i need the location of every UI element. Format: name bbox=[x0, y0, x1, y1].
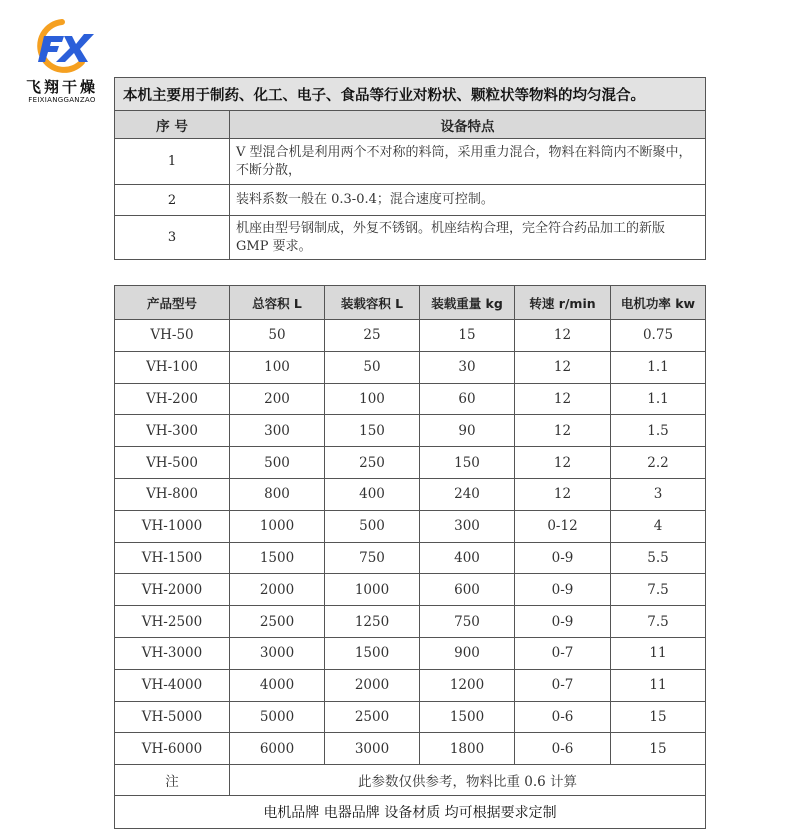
cell-total-volume: 2500 bbox=[230, 606, 325, 638]
cell-load-volume: 1500 bbox=[325, 637, 420, 669]
cell-speed: 12 bbox=[515, 383, 611, 415]
fx-logo-mark-icon bbox=[24, 18, 100, 74]
cell-speed: 0-6 bbox=[515, 733, 611, 765]
feature-no: 2 bbox=[115, 185, 230, 216]
cell-load-volume: 750 bbox=[325, 542, 420, 574]
header-motor-power: 电机功率 kw bbox=[611, 286, 706, 320]
cell-motor-power: 1.1 bbox=[611, 383, 706, 415]
cell-total-volume: 3000 bbox=[230, 637, 325, 669]
cell-load-volume: 2000 bbox=[325, 669, 420, 701]
cell-speed: 0-12 bbox=[515, 510, 611, 542]
cell-motor-power: 7.5 bbox=[611, 606, 706, 638]
cell-load-weight: 60 bbox=[420, 383, 515, 415]
cell-motor-power: 15 bbox=[611, 733, 706, 765]
spec-row bbox=[115, 383, 706, 415]
header-total-volume: 总容积 L bbox=[230, 286, 325, 320]
specs-header-row bbox=[115, 286, 706, 320]
cell-speed: 12 bbox=[515, 447, 611, 479]
cell-motor-power: 4 bbox=[611, 510, 706, 542]
cell-load-volume: 400 bbox=[325, 478, 420, 510]
cell-model: VH-2000 bbox=[115, 574, 230, 606]
logo-english-name: FEIXIANGGANZAO bbox=[28, 96, 96, 104]
cell-motor-power: 5.5 bbox=[611, 542, 706, 574]
features-table bbox=[114, 77, 706, 260]
feature-no: 3 bbox=[115, 216, 230, 260]
spec-row bbox=[115, 542, 706, 574]
spec-row bbox=[115, 733, 706, 765]
cell-model: VH-200 bbox=[115, 383, 230, 415]
cell-speed: 0-9 bbox=[515, 606, 611, 638]
cell-load-weight: 30 bbox=[420, 351, 515, 383]
cell-model: VH-3000 bbox=[115, 637, 230, 669]
cell-load-weight: 400 bbox=[420, 542, 515, 574]
spec-row bbox=[115, 415, 706, 447]
cell-total-volume: 800 bbox=[230, 478, 325, 510]
cell-speed: 12 bbox=[515, 351, 611, 383]
cell-load-volume: 25 bbox=[325, 320, 420, 352]
cell-motor-power: 15 bbox=[611, 701, 706, 733]
cell-model: VH-50 bbox=[115, 320, 230, 352]
cell-speed: 0-6 bbox=[515, 701, 611, 733]
cell-total-volume: 50 bbox=[230, 320, 325, 352]
note-row bbox=[115, 765, 706, 796]
header-model: 产品型号 bbox=[115, 286, 230, 320]
cell-load-volume: 1000 bbox=[325, 574, 420, 606]
spec-row bbox=[115, 606, 706, 638]
cell-total-volume: 5000 bbox=[230, 701, 325, 733]
spec-row bbox=[115, 447, 706, 479]
cell-total-volume: 1000 bbox=[230, 510, 325, 542]
cell-model: VH-2500 bbox=[115, 606, 230, 638]
spec-row bbox=[115, 351, 706, 383]
cell-model: VH-6000 bbox=[115, 733, 230, 765]
cell-load-weight: 150 bbox=[420, 447, 515, 479]
feature-row bbox=[115, 216, 706, 260]
cell-load-volume: 150 bbox=[325, 415, 420, 447]
feature-text: 机座由型号钢制成，外复不锈钢。机座结构合理，完全符合药品加工的新版 GMP 要求。 bbox=[230, 216, 706, 260]
cell-speed: 0-9 bbox=[515, 542, 611, 574]
cell-load-volume: 2500 bbox=[325, 701, 420, 733]
cell-motor-power: 0.75 bbox=[611, 320, 706, 352]
cell-model: VH-5000 bbox=[115, 701, 230, 733]
spec-row bbox=[115, 637, 706, 669]
spec-row bbox=[115, 701, 706, 733]
cell-model: VH-300 bbox=[115, 415, 230, 447]
cell-motor-power: 7.5 bbox=[611, 574, 706, 606]
cell-speed: 12 bbox=[515, 320, 611, 352]
footer-text: 电机品牌 电器品牌 设备材质 均可根据要求定制 bbox=[115, 796, 706, 829]
note-label: 注 bbox=[115, 765, 230, 796]
logo-chinese-name: 飞翔干燥 bbox=[25, 78, 98, 96]
company-logo bbox=[12, 18, 112, 108]
feature-row bbox=[115, 185, 706, 216]
cell-total-volume: 200 bbox=[230, 383, 325, 415]
cell-load-weight: 600 bbox=[420, 574, 515, 606]
feature-row bbox=[115, 139, 706, 185]
cell-speed: 12 bbox=[515, 478, 611, 510]
cell-speed: 0-7 bbox=[515, 637, 611, 669]
cell-load-weight: 1200 bbox=[420, 669, 515, 701]
specs-table bbox=[114, 285, 706, 829]
cell-model: VH-100 bbox=[115, 351, 230, 383]
cell-load-weight: 900 bbox=[420, 637, 515, 669]
cell-model: VH-4000 bbox=[115, 669, 230, 701]
feature-no: 1 bbox=[115, 139, 230, 185]
cell-load-volume: 3000 bbox=[325, 733, 420, 765]
cell-load-volume: 500 bbox=[325, 510, 420, 542]
intro-row bbox=[115, 78, 706, 111]
cell-load-weight: 15 bbox=[420, 320, 515, 352]
cell-motor-power: 2.2 bbox=[611, 447, 706, 479]
cell-total-volume: 1500 bbox=[230, 542, 325, 574]
cell-model: VH-1500 bbox=[115, 542, 230, 574]
cell-motor-power: 11 bbox=[611, 669, 706, 701]
spec-row bbox=[115, 669, 706, 701]
cell-motor-power: 1.1 bbox=[611, 351, 706, 383]
cell-load-weight: 240 bbox=[420, 478, 515, 510]
cell-load-volume: 100 bbox=[325, 383, 420, 415]
cell-load-weight: 1800 bbox=[420, 733, 515, 765]
header-load-volume: 装载容积 L bbox=[325, 286, 420, 320]
cell-model: VH-500 bbox=[115, 447, 230, 479]
header-no: 序 号 bbox=[115, 111, 230, 139]
feature-text: 装料系数一般在 0.3-0.4；混合速度可控制。 bbox=[230, 185, 706, 216]
cell-motor-power: 1.5 bbox=[611, 415, 706, 447]
cell-total-volume: 500 bbox=[230, 447, 325, 479]
cell-model: VH-1000 bbox=[115, 510, 230, 542]
cell-motor-power: 3 bbox=[611, 478, 706, 510]
cell-total-volume: 100 bbox=[230, 351, 325, 383]
cell-speed: 0-9 bbox=[515, 574, 611, 606]
header-load-weight: 装载重量 kg bbox=[420, 286, 515, 320]
spec-row bbox=[115, 320, 706, 352]
cell-motor-power: 11 bbox=[611, 637, 706, 669]
intro-text: 本机主要用于制药、化工、电子、食品等行业对粉状、颗粒状等物料的均匀混合。 bbox=[115, 78, 706, 111]
spec-row bbox=[115, 574, 706, 606]
cell-load-volume: 50 bbox=[325, 351, 420, 383]
cell-total-volume: 300 bbox=[230, 415, 325, 447]
spec-row bbox=[115, 478, 706, 510]
note-text: 此参数仅供参考，物料比重 0.6 计算 bbox=[230, 765, 706, 796]
cell-load-weight: 750 bbox=[420, 606, 515, 638]
cell-load-weight: 90 bbox=[420, 415, 515, 447]
cell-total-volume: 2000 bbox=[230, 574, 325, 606]
cell-speed: 12 bbox=[515, 415, 611, 447]
spec-row bbox=[115, 510, 706, 542]
specs-body bbox=[115, 320, 706, 765]
cell-load-volume: 1250 bbox=[325, 606, 420, 638]
cell-total-volume: 6000 bbox=[230, 733, 325, 765]
cell-load-weight: 1500 bbox=[420, 701, 515, 733]
feature-text: V 型混合机是利用两个不对称的料筒，采用重力混合，物料在料筒内不断聚中，不断分散， bbox=[230, 139, 706, 185]
features-header-row bbox=[115, 111, 706, 139]
cell-load-volume: 250 bbox=[325, 447, 420, 479]
cell-model: VH-800 bbox=[115, 478, 230, 510]
footer-row bbox=[115, 796, 706, 829]
cell-total-volume: 4000 bbox=[230, 669, 325, 701]
cell-speed: 0-7 bbox=[515, 669, 611, 701]
header-feature: 设备特点 bbox=[230, 111, 706, 139]
cell-load-weight: 300 bbox=[420, 510, 515, 542]
header-speed: 转速 r/min bbox=[515, 286, 611, 320]
